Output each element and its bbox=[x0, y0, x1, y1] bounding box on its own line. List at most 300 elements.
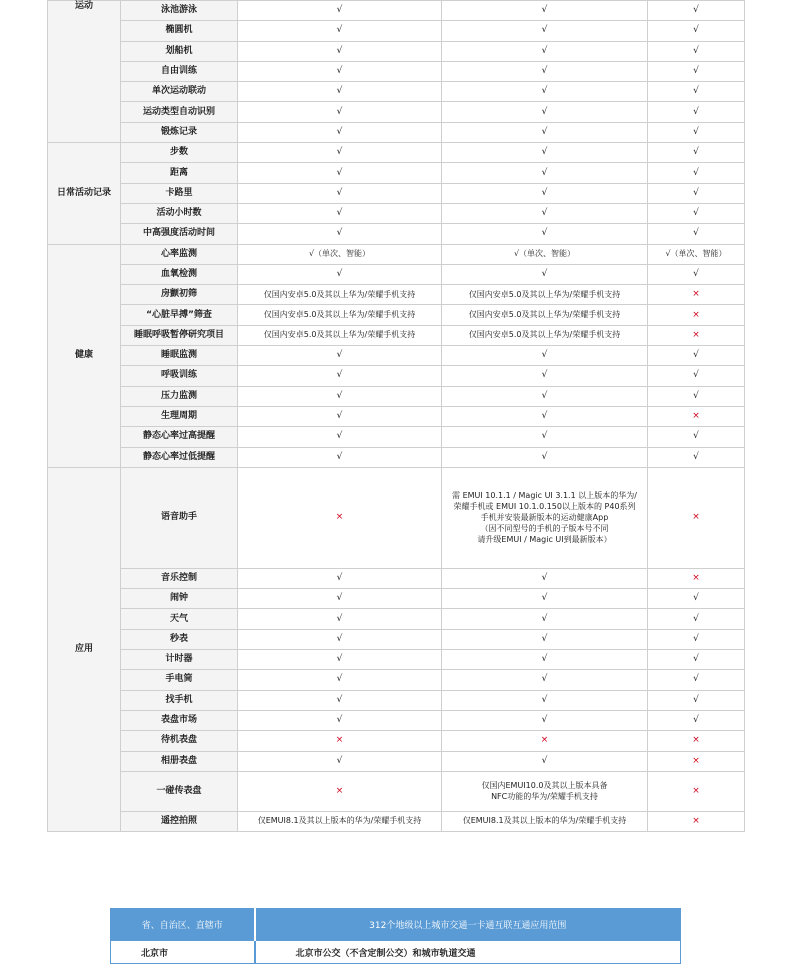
check-mark: √ bbox=[336, 370, 343, 381]
transit-header-region: 省、自治区、直辖市 bbox=[111, 909, 255, 941]
value-cell bbox=[442, 427, 648, 447]
check-mark: √ bbox=[336, 147, 343, 158]
value-cell bbox=[238, 427, 442, 447]
check-mark: √ bbox=[336, 350, 343, 361]
value-cell bbox=[442, 264, 648, 284]
value-cell bbox=[238, 143, 442, 163]
value-cell bbox=[238, 325, 442, 345]
value-cell bbox=[648, 771, 745, 811]
value-cell bbox=[238, 811, 442, 831]
value-cell bbox=[442, 325, 648, 345]
transit-row bbox=[111, 941, 681, 964]
check-mark: √ bbox=[541, 187, 548, 198]
value-cell bbox=[648, 21, 745, 41]
feature-name: 静态心率过低提醒 bbox=[121, 447, 238, 467]
table-row bbox=[48, 143, 745, 163]
check-mark: √ bbox=[693, 694, 699, 705]
check-mark: √ bbox=[693, 431, 699, 442]
check-mark: √ bbox=[541, 390, 548, 401]
table-row bbox=[48, 447, 745, 467]
category-cell: 日常活动记录 bbox=[48, 143, 121, 244]
value-cell bbox=[238, 386, 442, 406]
check-mark: √ bbox=[336, 674, 343, 685]
feature-name: 血氧检测 bbox=[121, 264, 238, 284]
value-cell bbox=[648, 102, 745, 122]
check-mark: √ bbox=[336, 613, 343, 624]
value-cell bbox=[238, 650, 442, 670]
value-cell bbox=[238, 710, 442, 730]
feature-name: 压力监测 bbox=[121, 386, 238, 406]
check-mark: √ bbox=[336, 572, 343, 583]
table-row bbox=[48, 102, 745, 122]
feature-name: 呼吸训练 bbox=[121, 366, 238, 386]
support-note: 仅国内安卓5.0及其以上华为/荣耀手机支持 bbox=[468, 310, 621, 320]
check-mark: √ bbox=[336, 45, 343, 56]
check-mark: √ bbox=[693, 370, 699, 381]
check-mark: √ bbox=[541, 208, 548, 219]
check-mark: √ bbox=[541, 106, 548, 117]
feature-name: 锻炼记录 bbox=[121, 122, 238, 142]
table-row bbox=[48, 346, 745, 366]
cross-mark: × bbox=[692, 755, 700, 766]
table-row bbox=[48, 325, 745, 345]
value-cell bbox=[648, 629, 745, 649]
value-cell bbox=[648, 427, 745, 447]
value-cell bbox=[648, 690, 745, 710]
check-mark: √ bbox=[541, 694, 548, 705]
check-mark: √ bbox=[541, 350, 548, 361]
cross-mark: × bbox=[692, 512, 700, 523]
cross-mark: × bbox=[692, 572, 700, 583]
check-mark: √ bbox=[336, 390, 343, 401]
table-row bbox=[48, 710, 745, 730]
check-mark: √ bbox=[541, 572, 548, 583]
value-cell bbox=[442, 41, 648, 61]
feature-name: 运动类型自动识别 bbox=[121, 102, 238, 122]
value-cell bbox=[442, 102, 648, 122]
value-cell bbox=[648, 710, 745, 730]
check-mark: √ bbox=[693, 633, 699, 644]
feature-name: 手电筒 bbox=[121, 670, 238, 690]
feature-name: 活动小时数 bbox=[121, 203, 238, 223]
note-line: 荣耀手机或 EMUI 10.1.0.150以上版本的 P40系列 bbox=[453, 502, 636, 512]
value-cell bbox=[648, 264, 745, 284]
table-row bbox=[48, 771, 745, 811]
value-cell bbox=[442, 163, 648, 183]
note-line: 请升级EMUI / Magic UI到最新版本） bbox=[477, 535, 612, 545]
value-cell bbox=[442, 21, 648, 41]
table-row bbox=[48, 589, 745, 609]
check-mark: √ bbox=[336, 411, 343, 422]
feature-name: 划船机 bbox=[121, 41, 238, 61]
feature-name: 待机表盘 bbox=[121, 731, 238, 751]
value-cell bbox=[648, 751, 745, 771]
value-cell bbox=[442, 811, 648, 831]
cross-mark: × bbox=[692, 329, 700, 340]
transit-scope: 北京市公交（不含定制公交）和城市轨道交通 bbox=[255, 941, 681, 964]
transit-region: 北京市 bbox=[111, 941, 255, 964]
table-row bbox=[48, 670, 745, 690]
check-mark: √ bbox=[336, 633, 343, 644]
table-row bbox=[48, 609, 745, 629]
value-cell bbox=[648, 568, 745, 588]
value-cell bbox=[442, 386, 648, 406]
value-cell bbox=[238, 771, 442, 811]
value-cell bbox=[442, 650, 648, 670]
check-mark: √ bbox=[693, 593, 699, 604]
value-cell bbox=[442, 82, 648, 102]
value-cell bbox=[238, 447, 442, 467]
table-row bbox=[48, 224, 745, 244]
check-mark: √ bbox=[693, 106, 699, 117]
table-row bbox=[48, 244, 745, 264]
feature-name: 秒表 bbox=[121, 629, 238, 649]
check-mark: √ bbox=[541, 5, 548, 16]
check-mark: √ bbox=[541, 66, 548, 77]
table-row bbox=[48, 629, 745, 649]
value-cell bbox=[648, 305, 745, 325]
table-row bbox=[48, 427, 745, 447]
cross-mark: × bbox=[335, 735, 344, 746]
value-cell bbox=[238, 224, 442, 244]
table-row bbox=[48, 203, 745, 223]
feature-name: 天气 bbox=[121, 609, 238, 629]
value-cell bbox=[238, 346, 442, 366]
check-mark: √ bbox=[336, 66, 343, 77]
check-mark: √ bbox=[693, 715, 699, 726]
check-mark: √ bbox=[541, 25, 548, 36]
check-mark: √ bbox=[336, 86, 343, 97]
value-cell bbox=[442, 589, 648, 609]
table-row bbox=[48, 82, 745, 102]
table-row bbox=[48, 264, 745, 284]
table-row bbox=[48, 467, 745, 568]
value-cell bbox=[442, 61, 648, 81]
value-cell bbox=[442, 366, 648, 386]
support-note: √（单次、智能） bbox=[665, 249, 727, 259]
value-cell bbox=[442, 122, 648, 142]
value-cell bbox=[238, 122, 442, 142]
transit-table-body bbox=[111, 941, 681, 964]
check-mark: √ bbox=[336, 25, 343, 36]
support-note: 仅国内安卓5.0及其以上华为/荣耀手机支持 bbox=[263, 310, 416, 320]
value-cell bbox=[442, 406, 648, 426]
value-cell bbox=[442, 670, 648, 690]
table-row bbox=[48, 386, 745, 406]
table-row bbox=[48, 406, 745, 426]
support-note: 仅EMUI8.1及其以上版本的华为/荣耀手机支持 bbox=[462, 816, 627, 826]
value-cell bbox=[648, 589, 745, 609]
value-cell bbox=[238, 1, 442, 21]
value-cell bbox=[648, 41, 745, 61]
table-row bbox=[48, 122, 745, 142]
check-mark: √ bbox=[693, 167, 699, 178]
value-cell bbox=[648, 183, 745, 203]
support-note: 仅国内安卓5.0及其以上华为/荣耀手机支持 bbox=[263, 289, 416, 299]
value-cell bbox=[648, 670, 745, 690]
note-cell bbox=[442, 467, 648, 568]
check-mark: √ bbox=[336, 431, 343, 442]
value-cell bbox=[238, 609, 442, 629]
support-note: 仅国内安卓5.0及其以上华为/荣耀手机支持 bbox=[263, 330, 416, 340]
support-note: 仅国内安卓5.0及其以上华为/荣耀手机支持 bbox=[468, 330, 621, 340]
check-mark: √ bbox=[693, 45, 699, 56]
cross-mark: × bbox=[540, 735, 549, 746]
check-mark: √ bbox=[336, 593, 343, 604]
support-note: √（单次、智能） bbox=[513, 249, 576, 259]
value-cell bbox=[648, 467, 745, 568]
check-mark: √ bbox=[541, 431, 548, 442]
value-cell bbox=[238, 82, 442, 102]
check-mark: √ bbox=[693, 350, 699, 361]
check-mark: √ bbox=[541, 654, 548, 665]
table-row bbox=[48, 285, 745, 305]
feature-name: 距离 bbox=[121, 163, 238, 183]
feature-table-body bbox=[48, 1, 745, 832]
value-cell bbox=[442, 629, 648, 649]
value-cell bbox=[442, 710, 648, 730]
check-mark: √ bbox=[336, 208, 343, 219]
feature-comparison-table bbox=[47, 0, 745, 832]
value-cell bbox=[648, 224, 745, 244]
feature-name: 语音助手 bbox=[121, 467, 238, 568]
cross-mark: × bbox=[692, 815, 700, 826]
value-cell bbox=[648, 244, 745, 264]
value-cell bbox=[238, 467, 442, 568]
feature-name: “心脏早搏”筛查 bbox=[121, 305, 238, 325]
value-cell bbox=[442, 285, 648, 305]
value-cell bbox=[238, 629, 442, 649]
category-cell: 健康 bbox=[48, 244, 121, 467]
check-mark: √ bbox=[541, 593, 548, 604]
value-cell bbox=[648, 406, 745, 426]
value-cell bbox=[238, 366, 442, 386]
feature-name: 椭圆机 bbox=[121, 21, 238, 41]
check-mark: √ bbox=[336, 715, 343, 726]
check-mark: √ bbox=[541, 370, 548, 381]
check-mark: √ bbox=[541, 715, 548, 726]
feature-name: 静态心率过高提醒 bbox=[121, 427, 238, 447]
feature-name: 睡眠呼吸暂停研究项目 bbox=[121, 325, 238, 345]
transit-header-scope: 312个地级以上城市交通一卡通互联互通应用范围 bbox=[255, 909, 681, 941]
feature-name: 中高强度活动时间 bbox=[121, 224, 238, 244]
table-row bbox=[48, 751, 745, 771]
cross-mark: × bbox=[335, 512, 344, 523]
table-row bbox=[48, 811, 745, 831]
check-mark: √ bbox=[693, 5, 699, 16]
value-cell bbox=[442, 1, 648, 21]
value-cell bbox=[442, 183, 648, 203]
check-mark: √ bbox=[693, 86, 699, 97]
check-mark: √ bbox=[693, 228, 699, 239]
feature-name: 表盘市场 bbox=[121, 710, 238, 730]
value-cell bbox=[648, 143, 745, 163]
check-mark: √ bbox=[336, 654, 343, 665]
value-cell bbox=[648, 346, 745, 366]
value-cell bbox=[648, 203, 745, 223]
feature-name: 生理周期 bbox=[121, 406, 238, 426]
value-cell bbox=[238, 589, 442, 609]
value-cell bbox=[238, 203, 442, 223]
value-cell bbox=[442, 244, 648, 264]
feature-name: 泳池游泳 bbox=[121, 1, 238, 21]
table-row bbox=[48, 731, 745, 751]
check-mark: √ bbox=[693, 654, 699, 665]
value-cell bbox=[648, 386, 745, 406]
check-mark: √ bbox=[541, 167, 548, 178]
value-cell bbox=[648, 650, 745, 670]
value-cell bbox=[238, 568, 442, 588]
value-cell bbox=[238, 751, 442, 771]
check-mark: √ bbox=[336, 126, 343, 137]
feature-name: 找手机 bbox=[121, 690, 238, 710]
feature-name: 房颤初筛 bbox=[121, 285, 238, 305]
value-cell bbox=[442, 143, 648, 163]
check-mark: √ bbox=[693, 269, 699, 279]
value-cell bbox=[238, 21, 442, 41]
value-cell bbox=[238, 183, 442, 203]
cross-mark: × bbox=[692, 289, 700, 300]
check-mark: √ bbox=[336, 451, 343, 462]
check-mark: √ bbox=[541, 411, 548, 422]
transit-card-table bbox=[110, 908, 681, 964]
value-cell bbox=[648, 325, 745, 345]
category-cell: 应用 bbox=[48, 467, 121, 831]
value-cell bbox=[442, 447, 648, 467]
value-cell bbox=[238, 41, 442, 61]
value-cell bbox=[442, 609, 648, 629]
check-mark: √ bbox=[541, 451, 548, 462]
value-cell bbox=[442, 203, 648, 223]
check-mark: √ bbox=[693, 613, 699, 624]
support-note: √（单次、智能） bbox=[308, 249, 371, 259]
value-cell bbox=[442, 751, 648, 771]
check-mark: √ bbox=[336, 187, 343, 198]
feature-name: 卡路里 bbox=[121, 183, 238, 203]
check-mark: √ bbox=[336, 167, 343, 178]
value-cell bbox=[648, 82, 745, 102]
feature-name: 一碰传表盘 bbox=[121, 771, 238, 811]
value-cell bbox=[648, 731, 745, 751]
check-mark: √ bbox=[693, 674, 699, 685]
table-row bbox=[48, 568, 745, 588]
table-row bbox=[48, 61, 745, 81]
value-cell bbox=[238, 690, 442, 710]
table-row bbox=[48, 366, 745, 386]
check-mark: √ bbox=[541, 674, 548, 685]
note-line: 手机并安装最新版本的运动健康App bbox=[480, 513, 609, 523]
transit-header-row bbox=[111, 909, 681, 941]
check-mark: √ bbox=[336, 228, 343, 239]
value-cell bbox=[442, 731, 648, 751]
check-mark: √ bbox=[693, 208, 699, 219]
value-cell bbox=[238, 61, 442, 81]
feature-name: 音乐控制 bbox=[121, 568, 238, 588]
table-row bbox=[48, 21, 745, 41]
table-row bbox=[48, 41, 745, 61]
note-line: 仅国内EMUI10.0及其以上版本具备 bbox=[481, 781, 608, 791]
value-cell bbox=[648, 609, 745, 629]
value-cell bbox=[442, 568, 648, 588]
check-mark: √ bbox=[541, 45, 548, 56]
cross-mark: × bbox=[335, 785, 344, 796]
value-cell bbox=[238, 244, 442, 264]
check-mark: √ bbox=[693, 451, 699, 462]
cross-mark: × bbox=[692, 735, 700, 746]
check-mark: √ bbox=[336, 5, 343, 16]
feature-name: 单次运动联动 bbox=[121, 82, 238, 102]
value-cell bbox=[648, 447, 745, 467]
table-row bbox=[48, 690, 745, 710]
check-mark: √ bbox=[693, 126, 699, 137]
value-cell bbox=[238, 163, 442, 183]
feature-name: 闹钟 bbox=[121, 589, 238, 609]
value-cell bbox=[648, 163, 745, 183]
check-mark: √ bbox=[693, 147, 699, 158]
feature-name: 步数 bbox=[121, 143, 238, 163]
value-cell bbox=[648, 811, 745, 831]
feature-name: 自由训练 bbox=[121, 61, 238, 81]
check-mark: √ bbox=[336, 106, 343, 117]
value-cell bbox=[442, 224, 648, 244]
value-cell bbox=[238, 264, 442, 284]
value-cell bbox=[648, 366, 745, 386]
value-cell bbox=[238, 285, 442, 305]
table-row bbox=[48, 1, 745, 21]
check-mark: √ bbox=[541, 269, 548, 279]
value-cell bbox=[648, 1, 745, 21]
check-mark: √ bbox=[541, 228, 548, 239]
check-mark: √ bbox=[541, 755, 548, 766]
category-cell: 运动 bbox=[48, 1, 121, 143]
cross-mark: × bbox=[692, 309, 700, 320]
note-cell bbox=[442, 771, 648, 811]
value-cell bbox=[648, 122, 745, 142]
value-cell bbox=[238, 670, 442, 690]
support-note: 仅国内安卓5.0及其以上华为/荣耀手机支持 bbox=[468, 289, 621, 299]
note-line: （因不同型号的手机的子版本号不同 bbox=[480, 524, 609, 534]
check-mark: √ bbox=[336, 269, 343, 279]
check-mark: √ bbox=[541, 633, 548, 644]
note-line: 需 EMUI 10.1.1 / Magic UI 3.1.1 以上版本的华为/ bbox=[452, 491, 637, 501]
value-cell bbox=[238, 102, 442, 122]
value-cell bbox=[648, 285, 745, 305]
table-row bbox=[48, 163, 745, 183]
feature-name: 心率监测 bbox=[121, 244, 238, 264]
cross-mark: × bbox=[692, 411, 700, 422]
table-row bbox=[48, 650, 745, 670]
check-mark: √ bbox=[336, 694, 343, 705]
check-mark: √ bbox=[336, 755, 343, 766]
check-mark: √ bbox=[693, 390, 699, 401]
value-cell bbox=[442, 305, 648, 325]
value-cell bbox=[238, 305, 442, 325]
check-mark: √ bbox=[693, 187, 699, 198]
table-row bbox=[48, 183, 745, 203]
support-note: 仅EMUI8.1及其以上版本的华为/荣耀手机支持 bbox=[257, 816, 422, 826]
cross-mark: × bbox=[692, 785, 700, 796]
feature-name: 相册表盘 bbox=[121, 751, 238, 771]
value-cell bbox=[442, 690, 648, 710]
note-line: NFC功能的华为/荣耀手机支持 bbox=[491, 792, 598, 802]
check-mark: √ bbox=[541, 147, 548, 158]
check-mark: √ bbox=[541, 613, 548, 624]
value-cell bbox=[648, 61, 745, 81]
value-cell bbox=[238, 731, 442, 751]
feature-name: 计时器 bbox=[121, 650, 238, 670]
check-mark: √ bbox=[541, 86, 548, 97]
check-mark: √ bbox=[693, 66, 699, 77]
